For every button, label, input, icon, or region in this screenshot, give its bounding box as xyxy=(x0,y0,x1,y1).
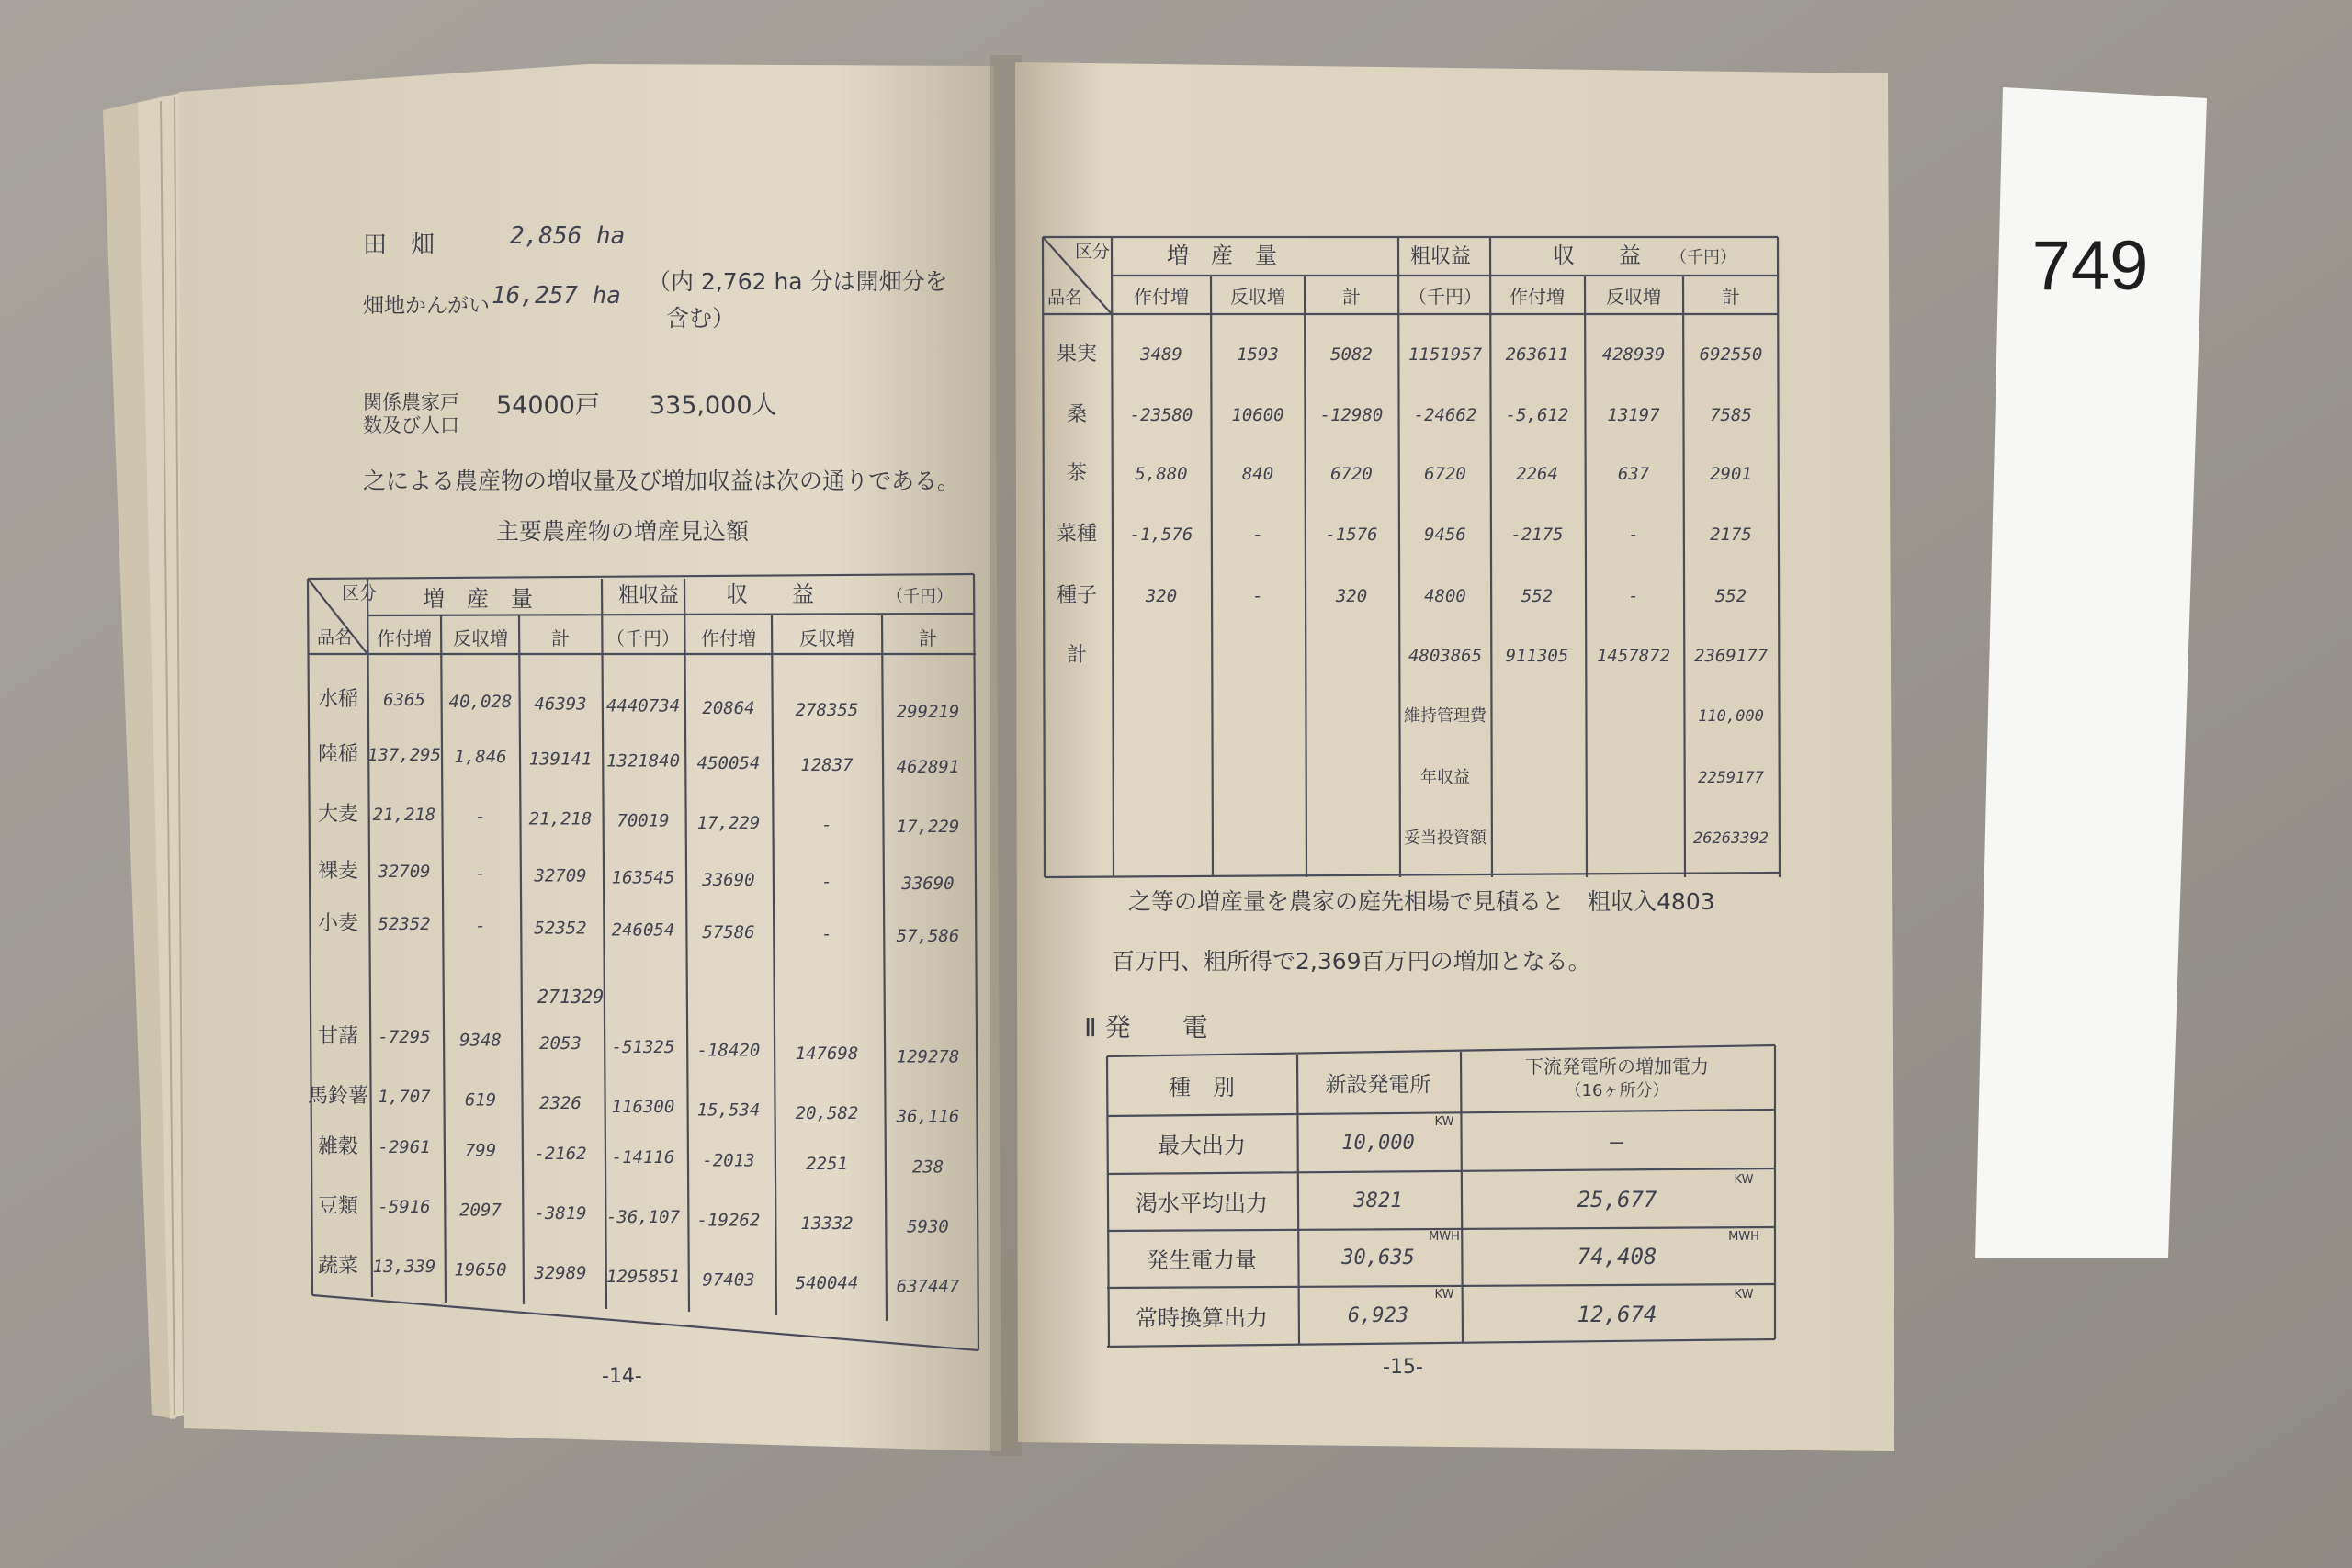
left-table-cell: 139141 xyxy=(528,749,593,770)
right-table-cell: 6720 xyxy=(1330,464,1373,484)
power-downstream-value: 74,408 xyxy=(1577,1244,1657,1269)
line-households-label-2: 数及び人口 xyxy=(363,414,459,436)
left-table-cell: 46393 xyxy=(534,694,587,715)
right-table-cell: -5,612 xyxy=(1505,405,1569,425)
left-table-cell: -19262 xyxy=(696,1210,761,1231)
left-table-cell: -2013 xyxy=(702,1150,755,1171)
left-table-cell: -3819 xyxy=(534,1203,587,1224)
right-page xyxy=(1015,62,1894,1451)
right-table-cell: - xyxy=(1628,525,1639,545)
right-group-revenue-unit: （千円） xyxy=(1670,248,1736,267)
left-intro: 之による農産物の増収量及び増加収益は次の通りである。 xyxy=(363,468,961,494)
right-column-header: 作付増 xyxy=(1134,286,1189,308)
right-summary-value: 2259177 xyxy=(1698,769,1764,787)
left-table-cell: 2326 xyxy=(539,1093,582,1114)
power-new-unit: KW xyxy=(1434,1115,1454,1129)
index-tag xyxy=(1975,87,2207,1258)
right-table-cell: 552 xyxy=(1521,586,1554,606)
left-table-cell: 2053 xyxy=(539,1033,582,1055)
left-row-name: 甘藷 xyxy=(317,1025,359,1048)
right-table-cell: 9456 xyxy=(1424,525,1466,545)
left-table-cell: 2097 xyxy=(459,1200,502,1221)
right-table-cell: 1457872 xyxy=(1596,646,1671,666)
left-table-cell: - xyxy=(821,815,832,835)
left-row-name: 裸麦 xyxy=(317,860,359,883)
left-table-cell: -5916 xyxy=(378,1197,431,1217)
power-new-unit: MWH xyxy=(1429,1230,1460,1244)
left-table-cell: 52352 xyxy=(534,918,587,939)
left-table-cell: 619 xyxy=(464,1089,497,1111)
left-corner-top: 区分 xyxy=(342,583,378,604)
right-row-name: 菜種 xyxy=(1056,523,1098,546)
left-column-headers xyxy=(377,627,937,649)
left-group-revenue-unit: （千円） xyxy=(887,587,953,606)
line-irrigation-note-1: （内 2,762 ha 分は開畑分を xyxy=(648,268,948,295)
right-table-cell: 3489 xyxy=(1140,344,1182,365)
left-table-cell: -18420 xyxy=(696,1040,761,1061)
left-table-cell: 12837 xyxy=(800,755,854,775)
line-irrigation-label: 畑地かんがい xyxy=(363,294,490,318)
left-row-name: 陸稲 xyxy=(317,743,359,766)
left-table-cell: 40,028 xyxy=(448,692,513,713)
left-row-name: 馬鈴薯 xyxy=(307,1085,369,1108)
left-table-cell: -2961 xyxy=(378,1137,431,1157)
left-row-name: 豆類 xyxy=(317,1195,359,1218)
right-table-cell: - xyxy=(1628,586,1639,606)
left-table-cell: 19650 xyxy=(454,1259,507,1280)
right-table-cell: 5082 xyxy=(1330,344,1373,365)
left-table-cell: 32989 xyxy=(534,1263,587,1284)
left-row-name: 大麦 xyxy=(317,803,359,826)
line-households-label-1: 関係農家戸 xyxy=(363,391,459,413)
left-table-cell: -2162 xyxy=(534,1144,587,1165)
left-table-cell: 70019 xyxy=(616,810,670,831)
power-row-label: 常時換算出力 xyxy=(1136,1305,1268,1331)
left-table-cell: 1,846 xyxy=(454,747,507,768)
power-new-value: 3821 xyxy=(1353,1190,1403,1213)
left-page xyxy=(179,64,1001,1451)
left-table-cell: 97403 xyxy=(702,1269,755,1291)
right-column-header: 作付増 xyxy=(1510,286,1565,308)
left-table-cell: -51325 xyxy=(611,1036,675,1057)
left-column-header: 反収増 xyxy=(799,627,854,649)
left-table-cell: 450054 xyxy=(696,752,761,773)
right-table-cell: 320 xyxy=(1335,586,1368,606)
left-table-cell: 21,218 xyxy=(528,808,593,829)
right-table-cell: 692550 xyxy=(1699,344,1763,365)
left-corner-bottom: 品名 xyxy=(317,627,353,648)
line-field-label: 田 畑 xyxy=(363,231,435,259)
left-group-gross: 粗収益 xyxy=(618,584,680,607)
left-table-cell: 1295851 xyxy=(605,1266,681,1287)
left-group-increase: 増 産 量 xyxy=(423,586,533,612)
left-table-cell: 13332 xyxy=(800,1213,854,1234)
line-households-value: 54000戸 335,000人 xyxy=(496,391,777,420)
left-table-cell: 246054 xyxy=(611,919,675,941)
left-table-cell: 52352 xyxy=(378,914,431,934)
left-table-cell: 129278 xyxy=(896,1046,960,1067)
right-table-cell: -1,576 xyxy=(1129,525,1193,545)
left-column-header: 作付増 xyxy=(377,627,432,649)
right-table-cell: 320 xyxy=(1145,586,1178,606)
right-table-cell: 10600 xyxy=(1231,405,1284,425)
right-column-header: 反収増 xyxy=(1606,286,1661,308)
power-downstream-value: 12,674 xyxy=(1577,1302,1657,1327)
left-table-cell: 17,229 xyxy=(896,817,960,838)
right-row-name: 果実 xyxy=(1056,343,1098,366)
left-table-cell: 163545 xyxy=(611,867,675,888)
right-column-header: （千円） xyxy=(1408,286,1482,308)
power-new-value: 6,923 xyxy=(1347,1304,1409,1327)
left-column-header: 計 xyxy=(919,627,937,649)
right-table-cell: -1576 xyxy=(1325,525,1378,545)
left-table-cell: 57586 xyxy=(702,921,755,942)
left-table-cell: 462891 xyxy=(896,757,960,778)
right-table-cell: 2901 xyxy=(1710,464,1752,484)
left-table-cell: 6365 xyxy=(383,690,425,710)
right-row-name: 計 xyxy=(1066,644,1088,667)
left-table-cell: 9348 xyxy=(459,1030,502,1051)
left-table-cell: 20,582 xyxy=(795,1103,859,1123)
power-header-downstream-count: （16ヶ所分） xyxy=(1565,1081,1669,1100)
right-table-cell: 552 xyxy=(1714,586,1747,606)
right-table-cell: -23580 xyxy=(1129,405,1193,425)
left-table-cell: 116300 xyxy=(611,1096,675,1117)
left-row-name: 水稲 xyxy=(317,688,359,711)
left-table-cell: - xyxy=(821,872,832,892)
left-table-cell: 2251 xyxy=(806,1154,848,1174)
power-downstream-unit: MWH xyxy=(1728,1230,1759,1244)
right-row-name: 桑 xyxy=(1066,403,1088,426)
power-downstream-value: — xyxy=(1610,1129,1624,1155)
right-table-cell: - xyxy=(1252,586,1263,606)
left-page-number: -14- xyxy=(602,1365,642,1388)
power-new-unit: KW xyxy=(1434,1288,1454,1302)
power-row-label: 最大出力 xyxy=(1158,1133,1246,1158)
right-table-cell: 6720 xyxy=(1424,464,1466,484)
left-column-header: 計 xyxy=(551,627,570,649)
left-column-header: 反収増 xyxy=(453,627,508,649)
power-new-value: 30,635 xyxy=(1341,1247,1415,1269)
left-table-cell: 32709 xyxy=(378,862,431,882)
left-table-cell: - xyxy=(475,916,486,937)
right-corner-top: 区分 xyxy=(1075,242,1111,262)
line-irrigation-note-2: 含む） xyxy=(666,305,736,332)
left-table-cell: -14116 xyxy=(611,1146,675,1168)
right-table-cell: 1593 xyxy=(1237,344,1279,365)
right-table-cell: 428939 xyxy=(1601,344,1666,365)
left-table-cell: 13,339 xyxy=(372,1257,436,1277)
left-table-cell: 278355 xyxy=(795,700,859,720)
right-group-gross: 粗収益 xyxy=(1410,245,1472,268)
right-summary-value: 26263392 xyxy=(1693,829,1769,848)
left-row-name: 雑穀 xyxy=(317,1135,359,1158)
right-column-header: 計 xyxy=(1342,286,1361,308)
power-header-new: 新設発電所 xyxy=(1325,1073,1431,1097)
right-summary-value: 110,000 xyxy=(1698,707,1764,726)
left-table-cell: - xyxy=(475,807,486,828)
right-table-cell: 5,880 xyxy=(1135,464,1188,484)
left-table-title: 主要農産物の増産見込額 xyxy=(496,518,750,545)
right-page-number: -15- xyxy=(1383,1356,1423,1379)
right-table-cell: - xyxy=(1252,525,1263,545)
left-group-revenue: 収 益 xyxy=(726,581,814,607)
left-table-cell: - xyxy=(475,863,486,885)
power-downstream-unit: KW xyxy=(1734,1173,1754,1187)
power-new-value: 10,000 xyxy=(1341,1132,1415,1155)
line-field-value: 2,856 ha xyxy=(510,222,626,250)
left-table-cell: 637447 xyxy=(896,1276,960,1297)
left-table-cell: 17,229 xyxy=(696,812,761,833)
power-header-type: 種 別 xyxy=(1169,1075,1235,1100)
left-table-cell: 21,218 xyxy=(372,805,436,825)
right-column-header: 反収増 xyxy=(1230,286,1285,308)
right-row-name: 茶 xyxy=(1066,462,1088,485)
section-title: Ⅱ 発 電 xyxy=(1084,1012,1208,1043)
left-table-cell: 4440734 xyxy=(605,695,681,716)
right-table-cell: 2369177 xyxy=(1693,646,1769,666)
tag-number: 749 xyxy=(2031,227,2149,305)
left-table-cell: 33690 xyxy=(702,869,755,890)
left-table-cell: 5930 xyxy=(907,1216,949,1237)
right-table-cell: 2264 xyxy=(1516,464,1558,484)
right-table-cell: 637 xyxy=(1617,464,1650,484)
right-table-cell: -12980 xyxy=(1319,405,1384,425)
left-table-cell: 1321840 xyxy=(605,750,681,772)
left-table-cell: 799 xyxy=(464,1140,497,1161)
left-table-cell: 15,534 xyxy=(696,1100,761,1121)
left-table-cell: 32709 xyxy=(534,865,587,886)
left-table-cell: 299219 xyxy=(896,702,960,723)
right-table-cell: 2175 xyxy=(1710,525,1752,545)
right-table-cell: 1151957 xyxy=(1408,344,1483,365)
power-row-label: 発生電力量 xyxy=(1147,1247,1257,1273)
right-table-cell: 7585 xyxy=(1710,405,1752,425)
left-table-cell: 1,707 xyxy=(378,1087,431,1107)
left-extra-value: 271329 xyxy=(537,986,605,1008)
right-para-2: 百万円、粗所得で2,369百万円の増加となる。 xyxy=(1112,948,1591,975)
right-summary-label: 妥当投資額 xyxy=(1404,829,1487,848)
left-table-cell: - xyxy=(821,924,832,944)
left-table-cell: -36,107 xyxy=(605,1206,681,1227)
right-summary-label: 年収益 xyxy=(1420,768,1470,787)
right-table-cell: 4803865 xyxy=(1408,646,1483,666)
right-table-cell: -2175 xyxy=(1510,525,1564,545)
right-corner-bottom: 品名 xyxy=(1047,288,1083,308)
power-row-label: 渇水平均出力 xyxy=(1136,1190,1268,1216)
right-table-cell: 4800 xyxy=(1424,586,1466,606)
left-row-name: 小麦 xyxy=(317,912,359,935)
left-table-cell: 147698 xyxy=(795,1043,859,1064)
left-row-name: 蔬菜 xyxy=(317,1255,359,1278)
power-downstream-value: 25,677 xyxy=(1577,1187,1657,1213)
left-table-cell: 20864 xyxy=(702,697,755,718)
left-table-cell: 57,586 xyxy=(896,926,960,947)
left-table-cell: 238 xyxy=(911,1156,944,1178)
right-table-cell: 263611 xyxy=(1505,344,1569,365)
right-table-cell: -24662 xyxy=(1413,405,1477,425)
left-table-cell: 36,116 xyxy=(896,1106,960,1127)
left-table-cell: -7295 xyxy=(378,1027,431,1047)
left-column-header: 作付増 xyxy=(701,627,756,649)
right-table-cell: 13197 xyxy=(1607,405,1660,425)
right-para-1: 之等の増産量を農家の庭先相場で見積ると 粗収入4803 xyxy=(1128,888,1715,915)
right-row-name: 種子 xyxy=(1056,584,1098,607)
right-table-cell: 911305 xyxy=(1505,646,1569,666)
right-group-increase: 増 産 量 xyxy=(1167,243,1277,268)
left-table-cell: 137,295 xyxy=(367,745,442,765)
right-column-header: 計 xyxy=(1722,286,1740,308)
left-column-header: （千円） xyxy=(606,627,680,649)
right-summary-label: 維持管理費 xyxy=(1404,706,1487,726)
right-group-revenue: 収 益 xyxy=(1553,243,1641,268)
line-irrigation-value: 16,257 ha xyxy=(492,282,621,310)
power-header-downstream: 下流発電所の増加電力 xyxy=(1525,1055,1709,1077)
left-table-cell: 540044 xyxy=(795,1273,859,1293)
power-downstream-unit: KW xyxy=(1734,1288,1754,1302)
left-table-cell: 33690 xyxy=(901,874,955,895)
right-table-cell: 840 xyxy=(1241,464,1274,484)
